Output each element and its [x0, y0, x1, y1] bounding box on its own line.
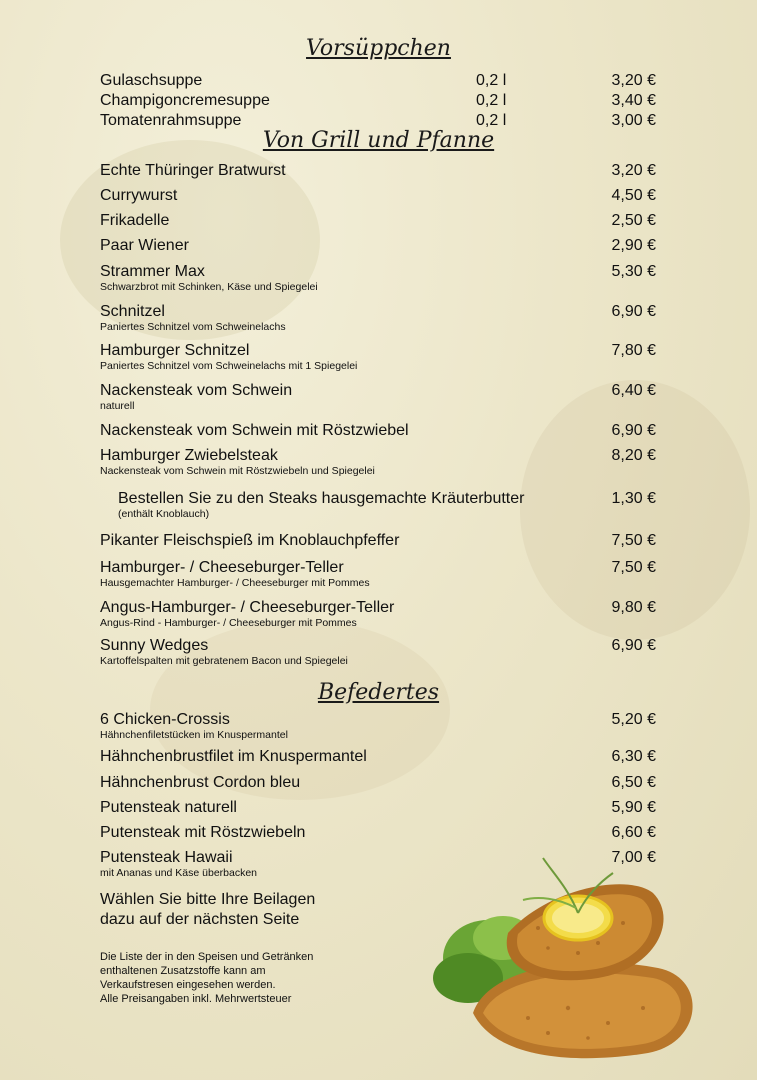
menu-item [100, 161, 656, 180]
item-price: 6,30 € [611, 748, 656, 765]
sides-note-line: Wählen Sie bitte Ihre Beilagen [100, 891, 316, 908]
item-price: 5,20 € [611, 711, 656, 728]
menu-item [100, 381, 656, 413]
item-name: Gulaschsuppe [100, 72, 203, 89]
item-quantity: 0,2 l [476, 72, 507, 89]
item-name: Hamburger Schnitzel [100, 342, 250, 359]
section-title-grill: Von Grill und Pfanne [262, 128, 495, 153]
item-price: 5,90 € [611, 799, 656, 816]
item-quantity: 0,2 l [476, 92, 507, 109]
item-price: 9,80 € [611, 599, 656, 616]
item-price: 6,40 € [611, 382, 656, 399]
menu-item [100, 710, 656, 742]
item-price: 7,50 € [611, 532, 656, 549]
item-description: mit Ananas und Käse überbacken [100, 867, 258, 879]
menu-item [100, 598, 656, 630]
item-price: 2,50 € [611, 212, 656, 229]
item-price: 3,20 € [611, 162, 656, 179]
item-name: Sunny Wedges [100, 637, 209, 654]
footnote-line: Alle Preisangaben inkl. Mehrwertsteuer [100, 993, 292, 1005]
item-name: Currywurst [100, 187, 178, 204]
item-price: 5,30 € [611, 263, 656, 280]
item-name: Pikanter Fleischspieß im Knoblauchpfeffer [100, 532, 400, 549]
menu-item [100, 747, 656, 766]
item-name: Hähnchenbrustfilet im Knuspermantel [100, 748, 367, 765]
footnote-line: Die Liste der in den Speisen und Getränken [100, 951, 314, 963]
item-name: Angus-Hamburger- / Cheeseburger-Teller [100, 599, 395, 616]
menu-item [100, 531, 656, 550]
menu-item [100, 91, 656, 110]
section-title-poultry: Befedertes [317, 680, 440, 705]
item-name: Nackensteak vom Schwein [100, 382, 293, 399]
item-price: 4,50 € [611, 187, 656, 204]
item-description: Hausgemachter Hamburger- / Cheeseburger mit Pommes [100, 577, 370, 589]
item-name: 6 Chicken-Crossis [100, 711, 230, 728]
menu-item [100, 636, 656, 668]
item-name: Hähnchenbrust Cordon bleu [100, 774, 301, 791]
item-description: Paniertes Schnitzel vom Schweinelachs [100, 321, 286, 333]
menu-item [100, 421, 656, 440]
item-description: Hähnchenfiletstücken im Knuspermantel [100, 729, 288, 741]
item-name: Putensteak naturell [100, 799, 237, 816]
item-price: 8,20 € [611, 447, 656, 464]
item-name: Bestellen Sie zu den Steaks hausgemachte Kräuterbutter [118, 490, 525, 507]
menu-item [100, 186, 656, 205]
menu-item [100, 236, 656, 255]
item-description: Paniertes Schnitzel vom Schweinelachs mit 1 Spiegelei [100, 360, 358, 372]
item-price: 1,30 € [611, 490, 656, 507]
item-description: Kartoffelspalten mit gebratenem Bacon und Spiegelei [100, 655, 348, 667]
item-name: Frikadelle [100, 212, 170, 229]
item-name: Strammer Max [100, 263, 205, 280]
item-name: Nackensteak vom Schwein mit Röstzwiebel [100, 422, 409, 439]
item-name: Putensteak mit Röstzwiebeln [100, 824, 306, 841]
item-name: Paar Wiener [100, 237, 189, 254]
item-name: Hamburger Zwiebelsteak [100, 447, 278, 464]
footnote-line: enthaltenen Zusatzstoffe kann am [100, 965, 266, 977]
schnitzel-plate-illustration [428, 848, 728, 1078]
menu-item [100, 71, 656, 90]
menu-item [100, 798, 656, 817]
menu-item [100, 446, 656, 478]
menu-item-addon [100, 489, 656, 521]
menu-item [100, 773, 656, 792]
menu-item [100, 823, 656, 842]
item-quantity: 0,2 l [476, 112, 507, 129]
item-price: 7,50 € [611, 559, 656, 576]
item-price: 6,90 € [611, 637, 656, 654]
item-price: 6,90 € [611, 422, 656, 439]
lemon-slice [552, 903, 604, 933]
menu-item [100, 558, 656, 590]
item-name: Schnitzel [100, 303, 165, 320]
item-description: Nackensteak vom Schwein mit Röstzwiebeln und Spiegelei [100, 465, 375, 477]
menu-item [100, 302, 656, 334]
item-price: 3,00 € [611, 112, 656, 129]
item-price: 6,50 € [611, 774, 656, 791]
footnote-line: Verkaufstresen eingesehen werden. [100, 979, 276, 991]
item-price: 7,80 € [611, 342, 656, 359]
item-description: naturell [100, 400, 135, 412]
item-price: 3,40 € [611, 92, 656, 109]
menu-item [100, 211, 656, 230]
item-price: 3,20 € [611, 72, 656, 89]
item-price: 6,90 € [611, 303, 656, 320]
section-title-soups: Vorsüppchen [306, 36, 451, 61]
item-name: Echte Thüringer Bratwurst [100, 162, 286, 179]
item-description: Schwarzbrot mit Schinken, Käse und Spiegelei [100, 281, 318, 293]
item-price: 6,60 € [611, 824, 656, 841]
menu-item [100, 262, 656, 294]
menu-item [100, 341, 656, 373]
item-description: (enthält Knoblauch) [118, 508, 210, 520]
sides-note-line: dazu auf der nächsten Seite [100, 911, 300, 928]
item-description: Angus-Rind - Hamburger- / Cheeseburger mit Pommes [100, 617, 357, 629]
item-name: Putensteak Hawaii [100, 849, 233, 866]
item-price: 7,00 € [611, 849, 656, 866]
item-name: Tomatenrahmsuppe [100, 112, 242, 129]
item-name: Hamburger- / Cheeseburger-Teller [100, 559, 344, 576]
item-name: Champigoncremesuppe [100, 92, 270, 109]
item-price: 2,90 € [611, 237, 656, 254]
